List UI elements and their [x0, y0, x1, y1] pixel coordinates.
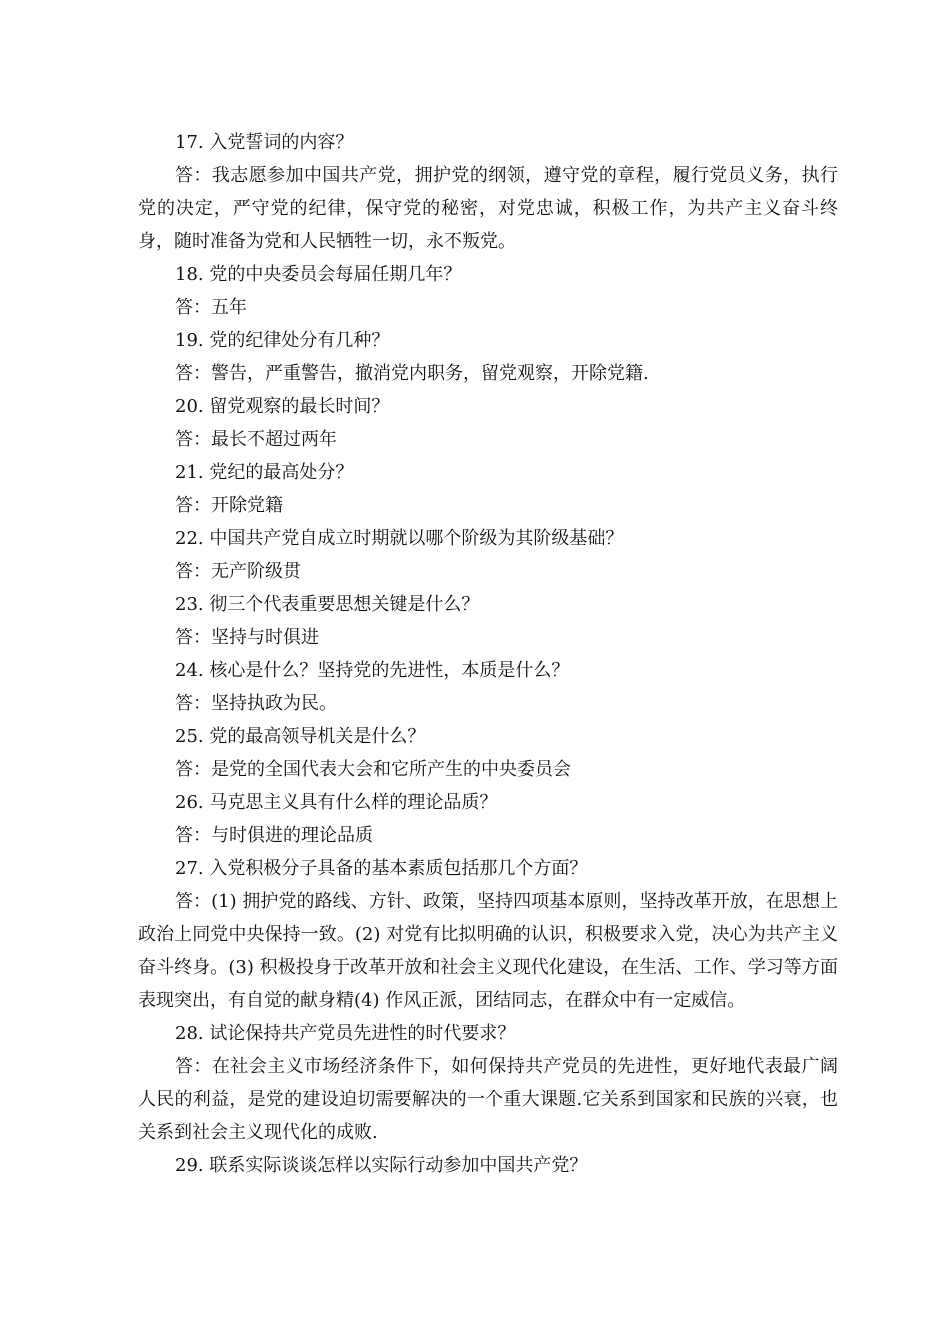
answer-17: 答：我志愿参加中国共产党，拥护党的纲领，遵守党的章程，履行党员义务，执行党的决定，严守党的纪律，保守党的秘密，对党忠诚，积极工作，为共产主义奋斗终身，随时准备为党和人民牺牲一切，永不叛党。: [138, 165, 838, 252]
question-18: 18. 党的中央委员会每届任期几年？: [175, 264, 462, 285]
question-17: 17. 入党誓词的内容？: [175, 132, 354, 153]
question-26: 26. 马克思主义具有什么样的理论品质？: [175, 792, 498, 813]
answer-27: 答：(1) 拥护党的路线、方针、政策，坚持四项基本原则，坚持改革开放，在思想上政治上同党中央保持一致。(2) 对党有比拟明确的认识，积极要求入党，决心为共产主义奋斗终身。(3) 积极投身于改革开放和社会主义现代化建设，在生活、工作、学习等方面表现突出，有自觉的献身精(4) 作风正派，团结同志，在群众中有一定威信。: [138, 891, 838, 1011]
answer-26: 答：与时俱进的理论品质: [175, 825, 373, 846]
question-21: 21. 党纪的最高处分？: [175, 462, 354, 483]
answer-18: 答：五年: [175, 297, 247, 318]
answer-24: 答：坚持执政为民。: [175, 693, 337, 714]
answer-23: 答：坚持与时俱进: [175, 627, 319, 648]
answer-25: 答：是党的全国代表大会和它所产生的中央委员会: [175, 759, 571, 780]
question-27: 27. 入党积极分子具备的基本素质包括那几个方面？: [175, 858, 588, 879]
question-23: 23. 彻三个代表重要思想关键是什么？: [175, 594, 480, 615]
answer-28: 答：在社会主义市场经济条件下，如何保持共产党员的先进性，更好地代表最广阔人民的利益，是党的建设迫切需要解决的一个重大课题.它关系到国家和民族的兴衰，也关系到社会主义现代化的成败.: [138, 1056, 838, 1143]
question-22: 22. 中国共产党自成立时期就以哪个阶级为其阶级基础？: [175, 528, 624, 549]
answer-21: 答：开除党籍: [175, 495, 283, 516]
question-19: 19. 党的纪律处分有几种？: [175, 330, 390, 351]
answer-22: 答：无产阶级贯: [175, 561, 301, 582]
question-29: 29. 联系实际谈谈怎样以实际行动参加中国共产党？: [175, 1155, 588, 1176]
question-28: 28. 试论保持共产党员先进性的时代要求？: [175, 1023, 516, 1044]
answer-20: 答：最长不超过两年: [175, 429, 337, 450]
document-body: [138, 126, 838, 1182]
answer-19: 答：警告，严重警告，撤消党内职务，留党观察，开除党籍.: [175, 363, 649, 384]
question-24: 24. 核心是什么？坚持党的先进性，本质是什么？: [175, 660, 570, 681]
question-20: 20. 留党观察的最长时间？: [175, 396, 390, 417]
question-25: 25. 党的最高领导机关是什么？: [175, 726, 426, 747]
